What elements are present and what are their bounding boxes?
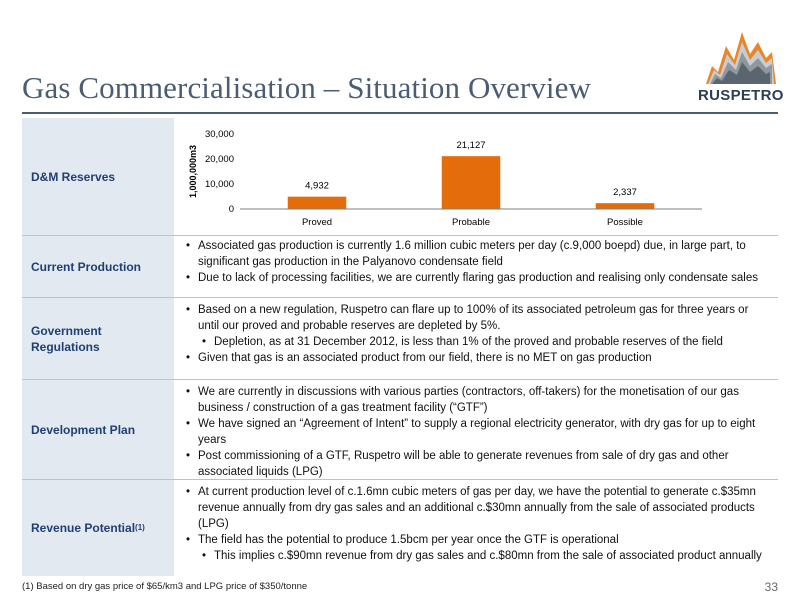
- development-bullet-3: • Post commissioning of a GTF, Ruspetro will be able to generate revenues from sale of dry gas and other associated liquids (LPG): [182, 448, 768, 480]
- development-bullet-2: • We have signed an “Agreement of Intent” to supply a regional electricity generator, with dry gas for up to eight years: [182, 416, 768, 448]
- revenue-bullet-2: • The field has the potential to produce 1.5bcm per year once the GTF is operational: [182, 532, 768, 548]
- y-tick-label: 10,000: [204, 179, 234, 190]
- production-bullet-1: • Associated gas production is currently 1.6 million cubic meters per day (c.9,000 boepd) due, in large part, to significant gas production in the Palyanovo condensate field: [182, 238, 768, 270]
- mountain-logo-icon: [706, 24, 776, 84]
- row-label-development: Development Plan: [22, 380, 174, 479]
- production-body: [182, 236, 768, 286]
- y-tick-label: 30,000: [204, 129, 234, 140]
- regulations-body: [182, 298, 768, 366]
- y-axis-label: 1,000,000m3: [188, 144, 198, 199]
- row-production: [22, 236, 778, 298]
- bar-series: [288, 140, 655, 228]
- bar-probable: [442, 156, 501, 209]
- slide-title: Gas Commercialisation – Situation Overview: [22, 70, 591, 105]
- x-tick-label-probable: Probable: [451, 217, 491, 228]
- revenue-body: [182, 480, 768, 564]
- regulations-bullet-2: • Given that gas is an associated product from our field, there is no MET on gas production: [182, 350, 768, 366]
- row-label-reserves: D&M Reserves: [22, 118, 174, 235]
- development-body: [182, 380, 768, 480]
- revenue-bullet-1: • At current production level of c.1.6mn cubic meters of gas per day, we have the potential to generate c.$35mn revenue annually from dry gas sales and an additional c.$30mn annually from the sale of associated products (LPG): [182, 484, 768, 532]
- y-tick-label: 20,000: [204, 154, 234, 165]
- revenue-subbullet-1: • This implies c.$90mn revenue from dry gas sales and c.$80mn from the sale of associated product annually: [182, 548, 768, 564]
- row-label-regulations: Government Regulations: [22, 298, 174, 379]
- x-tick-label-possible: Possible: [607, 217, 643, 228]
- row-regulations: [22, 298, 778, 380]
- ruspetro-logo: [696, 24, 784, 106]
- row-label-production: Current Production: [22, 236, 174, 297]
- y-axis: [205, 129, 234, 215]
- regulations-bullet-1: • Based on a new regulation, Ruspetro can flare up to 100% of its associated petroleum gas for three years or until our proved and probable reserves are depleted by 5%.: [182, 302, 768, 334]
- row-label-revenue: Revenue Potential (1): [22, 480, 174, 576]
- row-revenue: [22, 480, 778, 576]
- regulations-subbullet-1: • Depletion, as at 31 December 2012, is less than 1% of the proved and probable reserves of the field: [182, 334, 768, 350]
- footnote: (1) Based on dry gas price of $65/km3 and LPG price of $350/tonne: [22, 581, 308, 592]
- reserves-bar-chart: [182, 120, 742, 236]
- row-development: [22, 380, 778, 480]
- y-tick-label: 0: [228, 204, 234, 215]
- x-tick-label-proved: Proved: [301, 217, 333, 228]
- page-number: 33: [764, 580, 778, 594]
- revenue-label-text: Revenue Potential: [31, 521, 136, 535]
- title-divider: [22, 112, 778, 114]
- data-label-possible: 2,337: [613, 187, 637, 199]
- production-bullet-2: • Due to lack of processing facilities, we are currently flaring gas production and realising only condensate sales: [182, 270, 768, 286]
- logo-wordmark: RUSPETRO: [698, 87, 784, 104]
- development-bullet-1: • We are currently in discussions with various parties (contractors, off-takers) for the monetisation of our gas business / construction of a gas treatment facility (“GTF”): [182, 384, 768, 416]
- data-label-probable: 21,127: [456, 140, 486, 152]
- data-label-proved: 4,932: [305, 180, 329, 192]
- bar-proved: [288, 197, 347, 209]
- bar-possible: [596, 203, 655, 209]
